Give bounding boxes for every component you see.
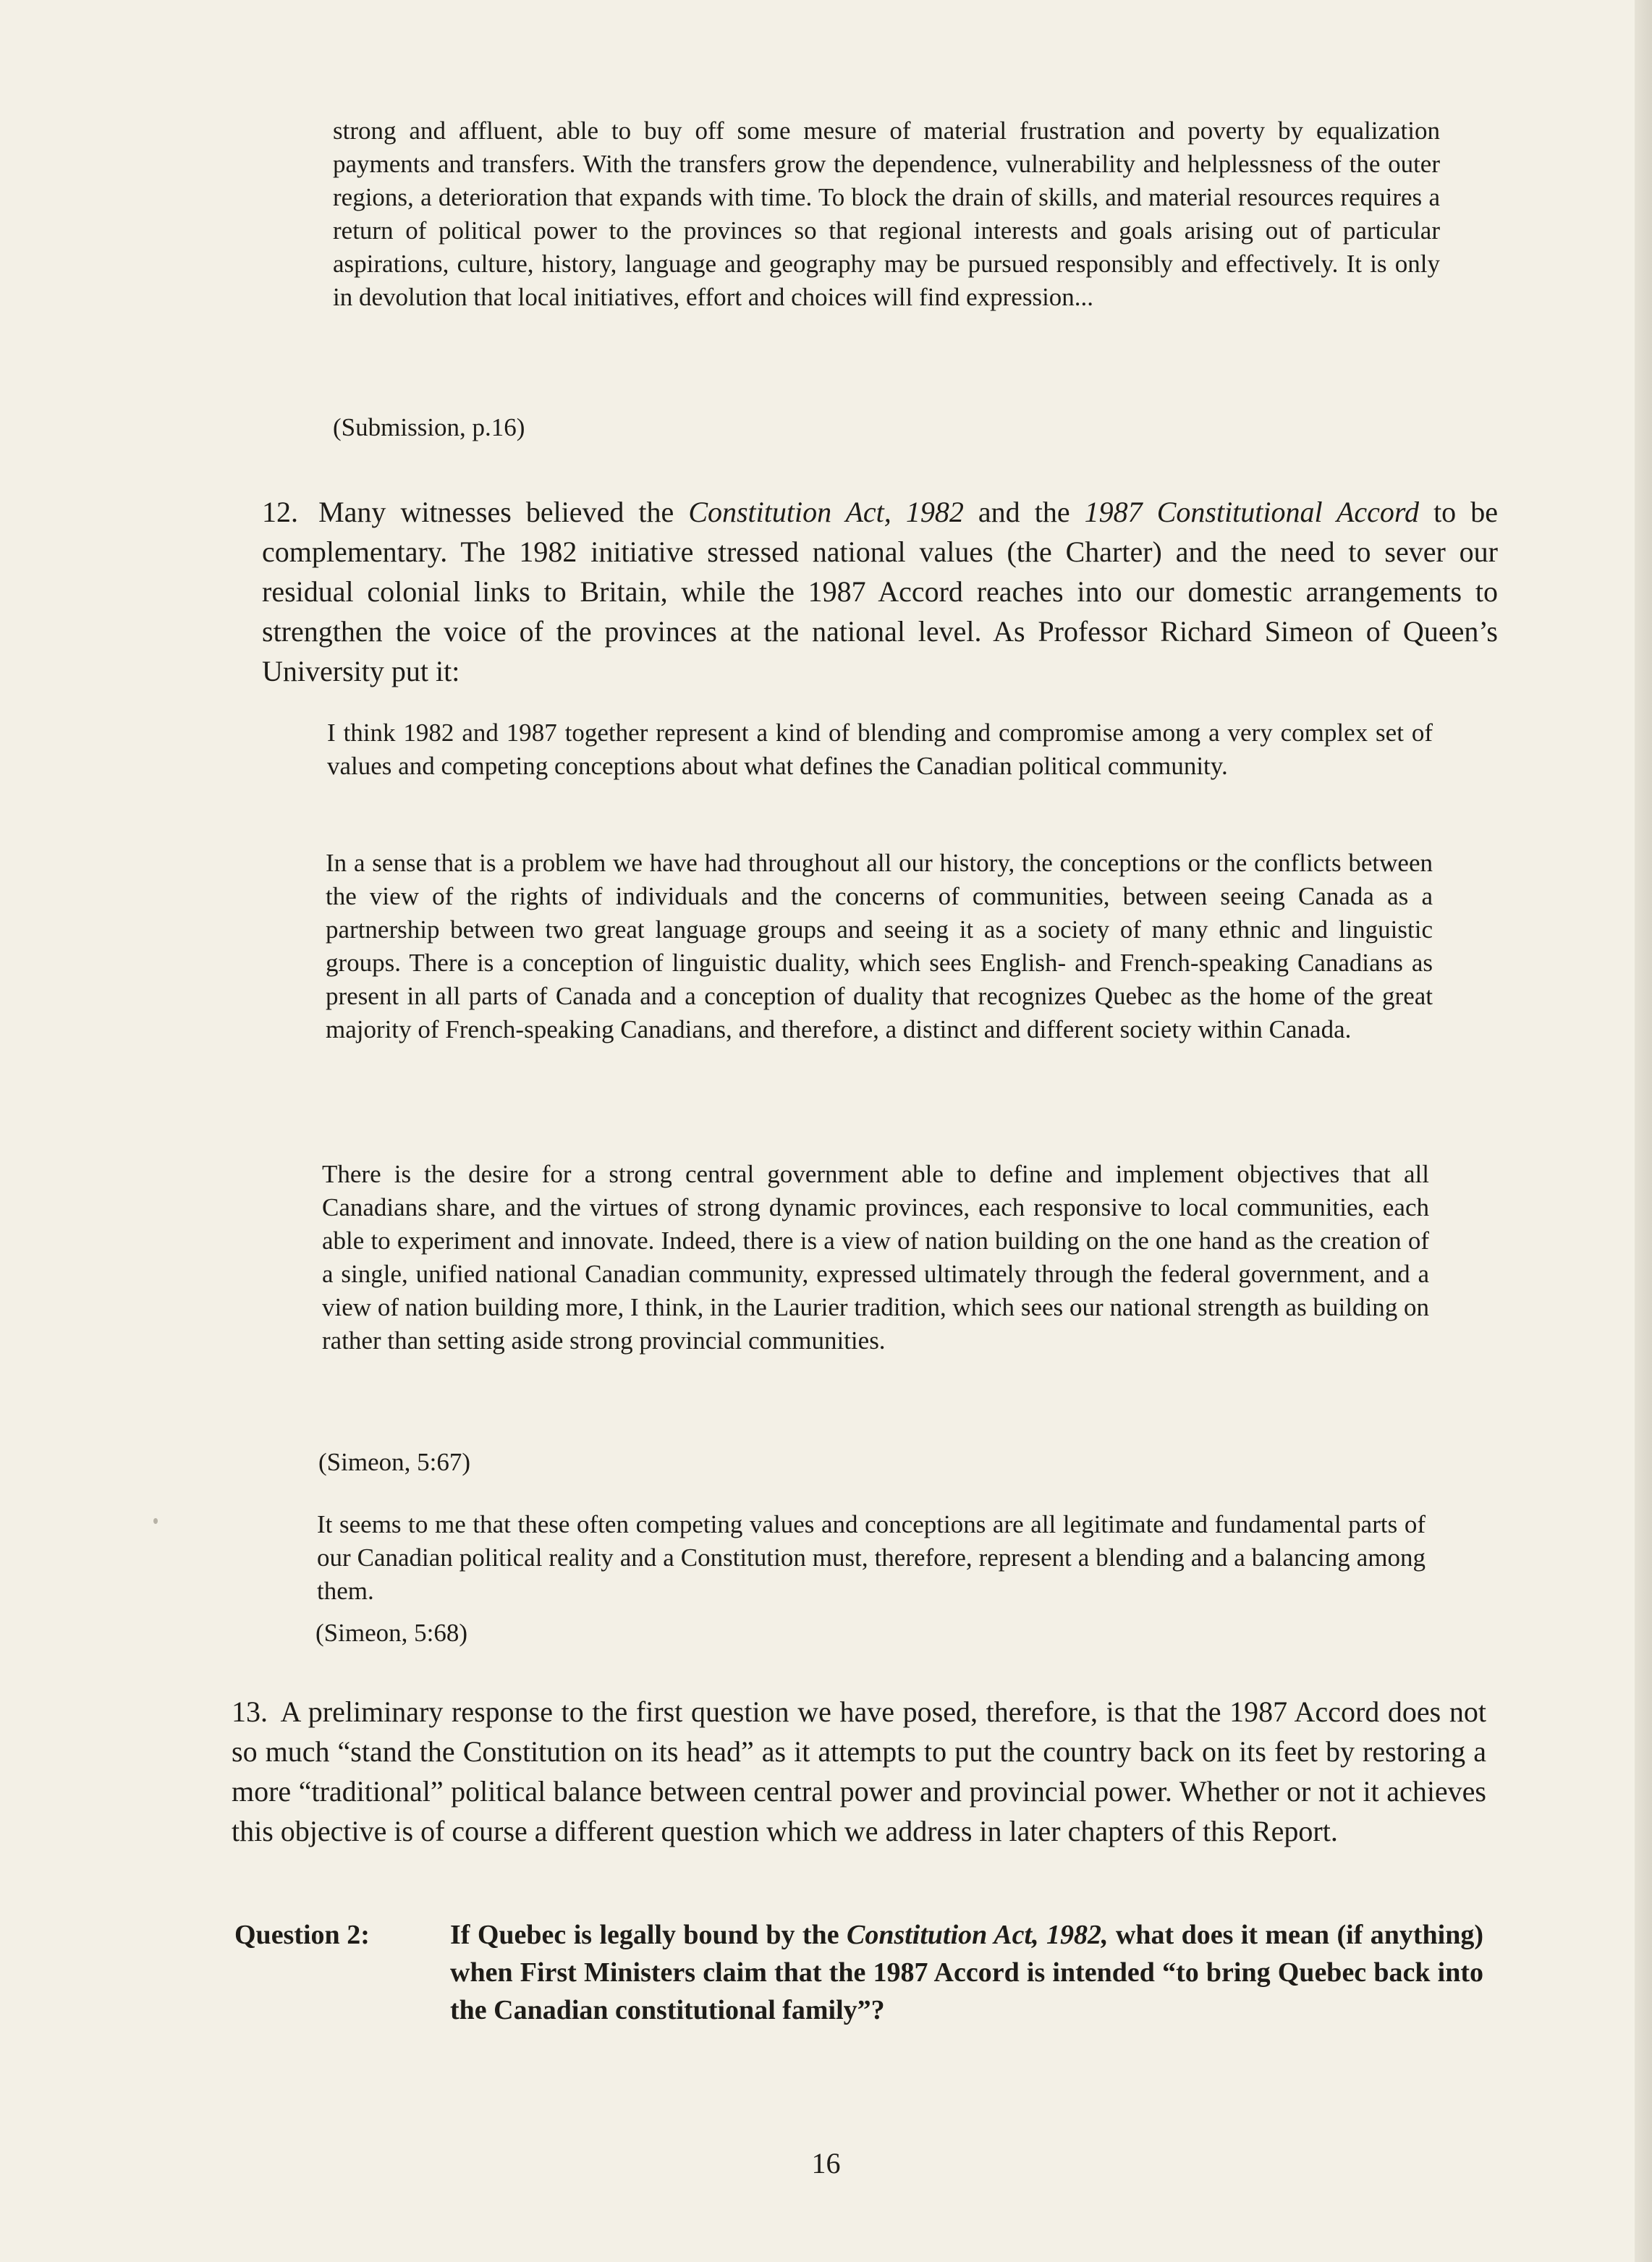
simeon-citation-1: (Simeon, 5:67): [318, 1448, 470, 1476]
page-number: 16: [811, 2147, 841, 2180]
paragraph-12-number: 12.: [262, 496, 298, 528]
simeon-quote-paragraph-4: It seems to me that these often competing values and conceptions are all legitimate and fundamental parts of our Canadian political reality and a Constitution must, therefore, represent a blending and a balancing among them.: [317, 1510, 1426, 1605]
paragraph-13-text: A preliminary response to the first question we have posed, therefore, is that the 1987 Accord does not so much “stand the Constitution on its head” as it attempts to put the country back on its feet by restoring a more “traditional” political balance between central power and provincial power. Whether or not it achieves this objective is of course a different question which we address in later chapters of this Report.: [232, 1695, 1486, 1847]
paragraph-12-text-3: to be complementary. The 1982 initiative stressed national values (the Charter) and the need to sever our residual colonial links to Britain, while the 1987 Accord reaches into our domestic arrangements to strengthen the voice of the provinces at the national level. As Professor Richard Simeon of Queen’s University put it:: [262, 496, 1498, 687]
paragraph-13: [232, 1692, 1486, 1851]
question-2-text-2: what does it mean (if anything) when First Ministers claim that the 1987 Accord is intended “to bring Quebec back into the Canadian constitutional family”?: [450, 1920, 1484, 2025]
paragraph-12-text-1: Many witnesses believed the: [318, 496, 674, 528]
question-2-text-1: If Quebec is legally bound by the: [450, 1920, 839, 1950]
paragraph-12-title-2: 1987 Constitutional Accord: [1084, 496, 1419, 528]
submission-quote-text: strong and affluent, able to buy off some mesure of material frustration and poverty by equalization payments and transfers. With the transfers grow the dependence, vulnerability and helplessness of the outer regions, a deterioration that expands with time. To block the drain of skills, and material resources requires a return of political power to the provinces so that regional interests and goals arising out of particular aspirations, culture, history, language and geography may be pursued responsibly and effectively. It is only in devolution that local initiatives, effort and choices will find expression...: [333, 117, 1440, 311]
question-2-title: Constitution Act, 1982,: [846, 1920, 1109, 1950]
paragraph-12-text-2: and the: [978, 496, 1070, 528]
question-2-text: [450, 1916, 1483, 2029]
submission-quote-citation: (Submission, p.16): [333, 413, 525, 441]
paragraph-13-number: 13.: [232, 1695, 268, 1728]
paragraph-12: [262, 492, 1498, 691]
simeon-quote-paragraph-2: In a sense that is a problem we have had throughout all our history, the conceptions or the conflicts between the view of the rights of individuals and the concerns of communities, between seeing Canada as a partnership between two great language groups and seeing it as a society of many ethnic and linguistic groups. There is a conception of linguistic duality, which sees English- and French-speaking Canadians as present in all parts of Canada and a conception of duality that recognizes Quebec as the home of the great majority of French-speaking Canadians, and therefore, a distinct and different society within Canada.: [326, 849, 1433, 1043]
question-2-label: Question 2:: [234, 1920, 370, 1950]
paragraph-12-title-1: Constitution Act, 1982: [688, 496, 964, 528]
simeon-quote-paragraph-1: I think 1982 and 1987 together represent a kind of blending and compromise among a very complex set of values and competing conceptions about what defines the Canadian political community.: [327, 719, 1433, 780]
simeon-quote-paragraph-3: There is the desire for a strong central government able to define and implement objectives that all Canadians share, and the virtues of strong dynamic provinces, each responsive to local communities, each able to experiment and innovate. Indeed, there is a view of nation building on the one hand as the creation of a single, unified national Canadian community, expressed ultimately through the federal government, and a view of nation building more, I think, in the Laurier tradition, which sees our national strength as building on rather than setting aside strong provincial communities.: [322, 1160, 1429, 1355]
simeon-citation-2: (Simeon, 5:68): [315, 1619, 467, 1647]
